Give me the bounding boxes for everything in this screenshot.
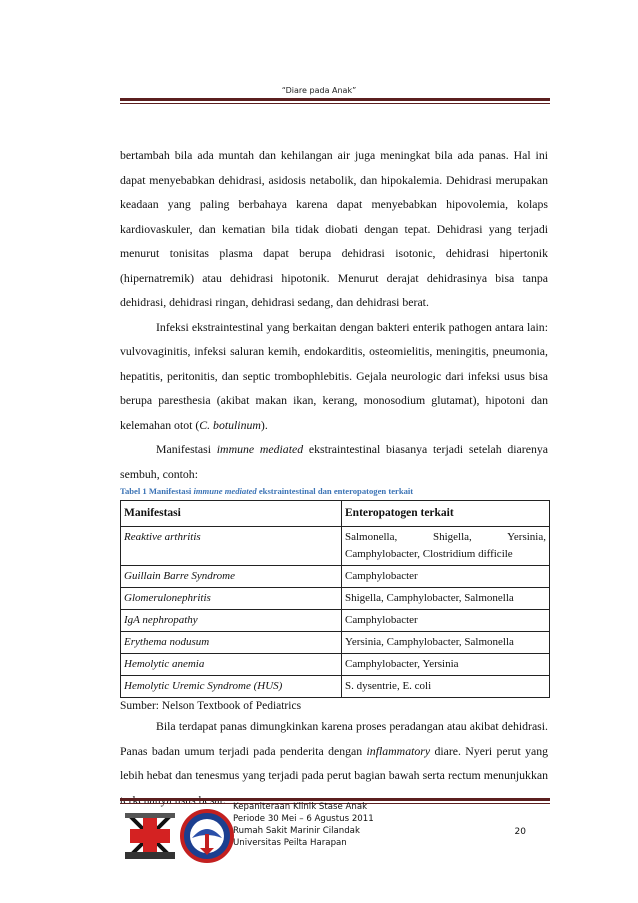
paragraph-panas: Bila terdapat panas dimungkinkan karena proses peradangan atau akibat dehidrasi. Panas badan umum terjadi pada penderita dengan inflammatory diare. Nyeri perut yang lebih hebat dan tenesmus yang terjadi pada perut bagian bawah serta rectum menunjukkan [120,719,548,782]
pathogen-cell: Camphylobacter, Yersinia [342,654,550,676]
manifestation-cell: Hemolytic Uremic Syndrome (HUS) [121,676,342,698]
table-row [121,566,550,588]
footer-info [233,801,374,849]
manifestation-cell: IgA nephropathy [121,610,342,632]
red-cross-emblem-icon [122,808,178,864]
footer-line-periode: Periode 30 Mei – 6 Agustus 2011 [233,814,374,824]
footer-line-rumah-sakit: Rumah Sakit Marinir Cilandak [233,826,360,836]
pathogen-cell: Camphylobacter [342,610,550,632]
header-manifestasi: Manifestasi [121,501,342,527]
pathogen-cell: Yersinia, Camphylobacter, Salmonella [342,632,550,654]
pathogen-cell: S. dysentrie, E. coli [342,676,550,698]
table-row [121,610,550,632]
footer-line-universitas: Universitas Peilta Harapan [233,838,347,848]
table-row [121,588,550,610]
document-body [120,143,548,812]
manifestation-cell: Glomerulonephritis [121,588,342,610]
table-header-row [121,501,550,527]
header-enteropatogen: Enteropatogen terkait [342,501,550,527]
paragraph-infeksi-ekstraintestinal: Infeksi ekstraintestinal yang berkaitan dengan bakteri enterik pathogen antara lain: vulvovaginitis, infeksi saluran kemih, endokarditis, osteomielitis, meningitis, pneumonia, hepatitis, peritonitis, dan septic trombophlebitis. Gejala neurologic dari infeksi usus bisa berupa paresthesia (akibat makan ikan, kerang, monosodium glutamat), hipotoni dan kelemahan otot (C. botulinum). [120,319,548,432]
manifestation-cell: Hemolytic anemia [121,654,342,676]
manifestation-cell: Reaktive arthritis [121,527,342,566]
table-row [121,527,550,566]
manifestation-cell: Guillain Barre Syndrome [121,566,342,588]
page-footer [120,803,550,873]
table-row [121,676,550,698]
running-header: “Diare pada Anak” [281,86,357,95]
footer-line-stase: Kepaniteraan Klinik Stase Anak [233,802,368,812]
manifestation-cell: Erythema nodusum [121,632,342,654]
table-row [121,654,550,676]
university-crest-icon [180,808,234,864]
table-row [121,632,550,654]
manifestation-table [120,500,550,698]
table-source: Sumber: Nelson Textbook of Pediatrics [120,700,302,712]
header-rule-thick [120,98,550,101]
paragraph-immune-mediated: Manifestasi immune mediated ekstraintestinal biasanya terjadi setelah diarenya sembuh, contoh: [120,442,548,481]
pathogen-cell: Shigella, Camphylobacter, Salmonella [342,588,550,610]
pathogen-cell: Camphylobacter [342,566,550,588]
page-number: 20 [514,827,526,837]
table-caption: Tabel 1 Manifestasi immune mediated ekstraintestinal dan enteropatogen terkait [120,486,414,496]
header-rule-thin [120,103,550,104]
pathogen-cell: Salmonella, Shigella, Yersinia, Camphylobacter, Clostridium difficile [342,527,550,566]
paragraph-dehidrasi: bertambah bila ada muntah dan kehilangan air juga meningkat bila ada panas. Hal ini dapat menyebabkan dehidrasi, asidosis netabolik, dan hipokalemia. Dehidrasi merupakan keadaan yang paling berbahaya karena dapat menyebabkan hipovolemia, kolaps kardiovaskuler, dan kematian bila tidak diobati dengan tepat. Dehidrasi yang terjadi menurut tonisitas plasma dapat berupa dehidrasi isotonic, dehidrasi hipertonik (hipernatremik) atau dehidrasi hipotonik. Menurut derajat dehidrasinya bisa tanpa dehidrasi, dehidrasi ringan, dehidrasi sedang, dan dehidrasi berat. [120,148,548,309]
